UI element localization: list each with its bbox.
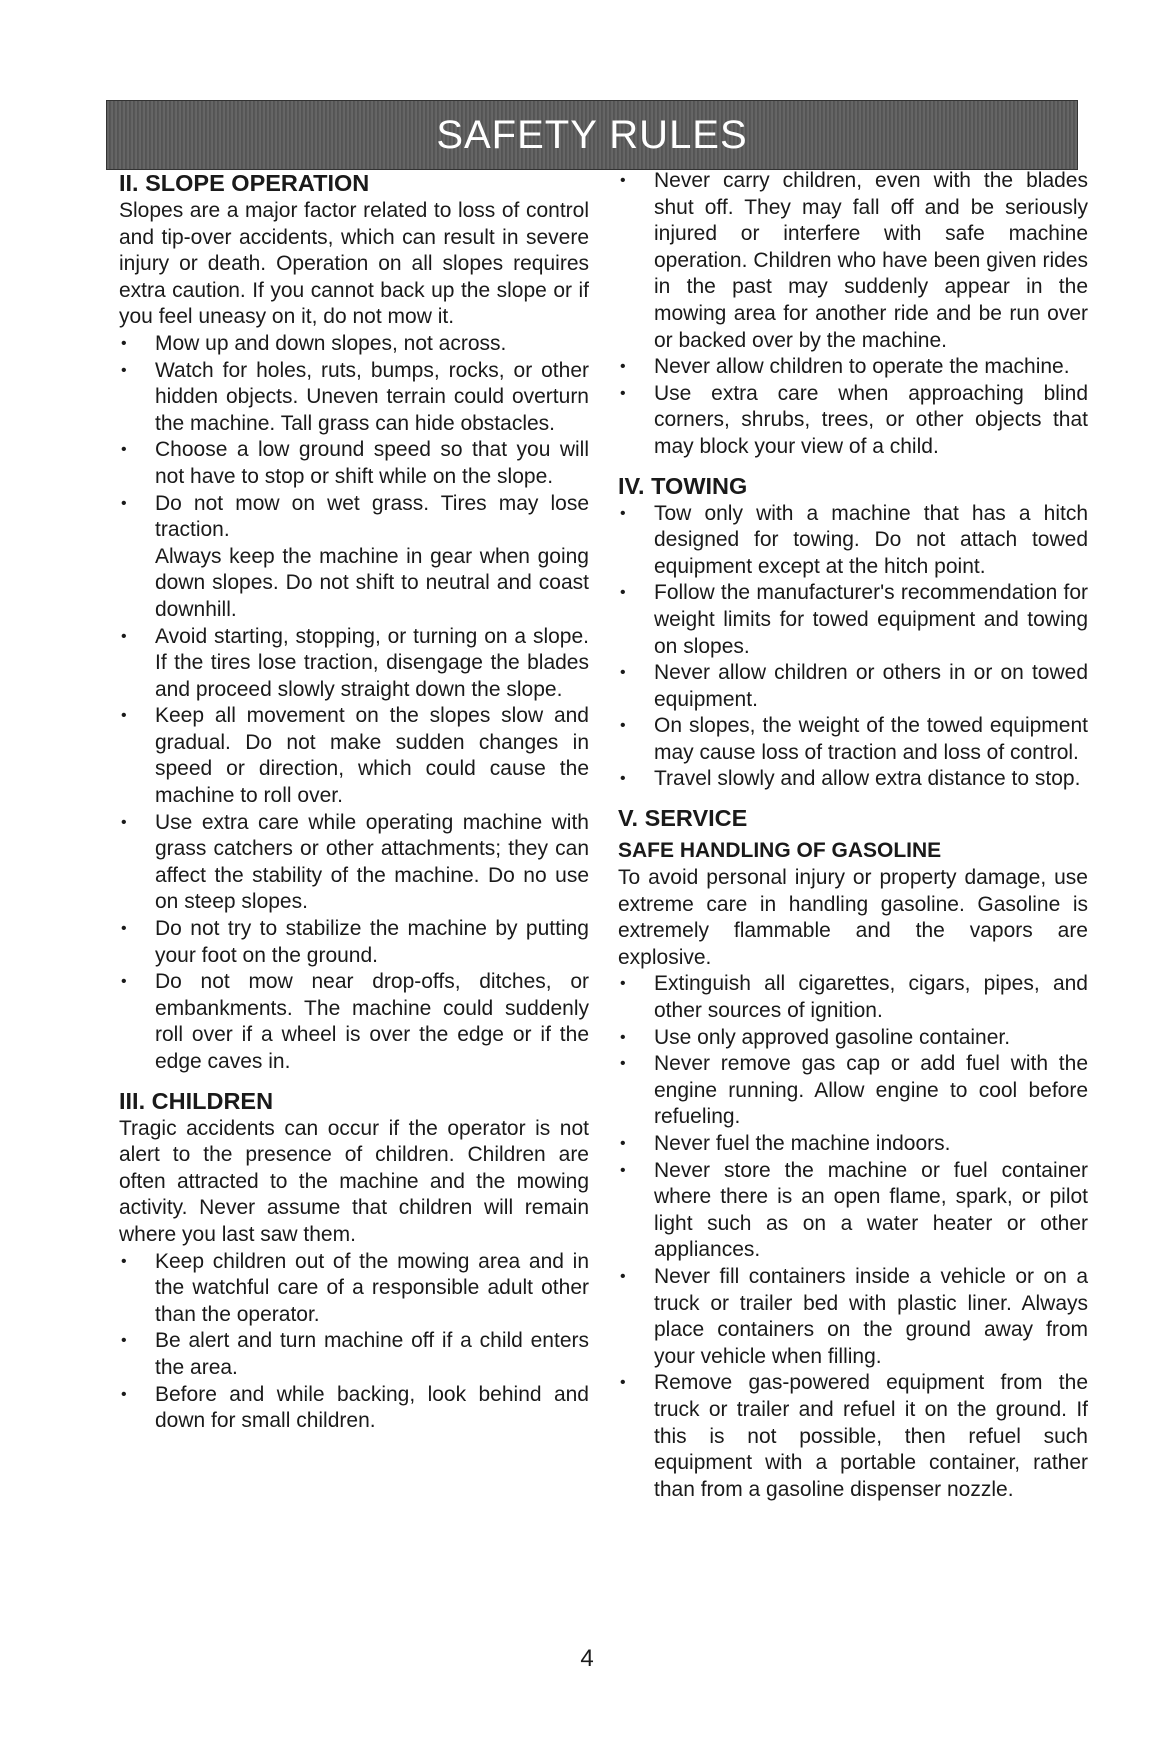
service-intro: To avoid personal injury or property damage, use extreme care in handling gasoline. Gasoline is extremely flammable and the vapors are explosive.	[618, 866, 1088, 969]
list-item: • Tow only with a machine that has a hitch designed for towing. Do not attach towed equipment except at the hitch point.	[620, 501, 1088, 578]
bullet-icon: •	[620, 1374, 626, 1392]
service-list	[618, 971, 1088, 1503]
bullet-icon: •	[620, 664, 626, 682]
bullet-icon: •	[121, 920, 127, 938]
bullet-icon: •	[620, 1055, 626, 1073]
section-heading-service: V. SERVICE	[618, 805, 748, 832]
bullet-icon: •	[121, 707, 127, 725]
list-item: • Follow the manufacturer's recommendation for weight limits for towed equipment and towing on slopes.	[620, 581, 1088, 658]
bullet-icon: •	[620, 1267, 626, 1285]
bullet-icon: •	[121, 973, 127, 991]
bullet-icon: •	[620, 384, 626, 402]
bullet-icon: •	[620, 358, 626, 376]
list-item-unbulleted: Always keep the machine in gear when going down slopes. Do not shift to neutral and coast downhill.	[155, 544, 589, 621]
bullet-icon: •	[620, 504, 626, 522]
subheading-gasoline: SAFE HANDLING OF GASOLINE	[618, 839, 942, 863]
list-item: • Never allow children to operate the machine.	[618, 354, 1088, 381]
children-list	[119, 1249, 589, 1435]
list-item: • Extinguish all cigarettes, cigars, pipes, and other sources of ignition.	[620, 972, 1088, 1023]
bullet-icon: •	[620, 1161, 626, 1179]
list-item: • Use only approved gasoline container.	[618, 1025, 1088, 1052]
bullet-icon: •	[620, 1135, 626, 1152]
slope-intro: Slopes are a major factor related to loss of control and tip-over accidents, which can result in severe injury or death. Operation on all slopes requires extra caution. If you cannot back up the slope or if you feel uneasy on it, do not mow it.	[119, 199, 589, 329]
list-item: • Never remove gas cap or add fuel with the engine running. Allow engine to cool before refueling.	[620, 1052, 1088, 1129]
list-item: • Avoid starting, stopping, or turning on a slope. If the tires lose traction, disengage the blades and proceed slowly straight down the slope.	[121, 624, 589, 701]
list-item: • Keep all movement on the slopes slow and gradual. Do not make sudden changes in speed or direction, which could cause the machine to roll over.	[121, 704, 589, 808]
list-item: • Never allow children or others in or on towed equipment.	[620, 661, 1088, 711]
list-item: • On slopes, the weight of the towed equipment may cause loss of traction and loss of control.	[620, 714, 1088, 764]
list-item: • Choose a low ground speed so that you will not have to stop or shift while on the slope.	[121, 438, 589, 488]
bullet-icon: •	[121, 334, 127, 352]
bullet-icon: •	[121, 1252, 127, 1270]
list-item: • Watch for holes, ruts, bumps, rocks, or other hidden objects. Uneven terrain could overturn the machine. Tall grass can hide obstacles.	[121, 358, 589, 435]
left-column	[119, 168, 589, 1435]
list-item: • Use extra care when approaching blind corners, shrubs, trees, or other objects that may block your view of a child.	[620, 381, 1088, 458]
list-item: • Never store the machine or fuel container where there is an open flame, spark, or pilot light such as on a water heater or other appliances.	[620, 1158, 1088, 1262]
bullet-icon: •	[620, 717, 626, 735]
children-list-continued	[618, 168, 1088, 461]
towing-list	[618, 501, 1088, 794]
list-item: • Never carry children, even with the blades shut off. They may fall off and be seriously injured or interfere with safe machine operation. Children who have been given rides in the past may suddenly appear in the mowing area for another ride and be run over or backed over by the machine.	[620, 169, 1088, 352]
bullet-icon: •	[121, 441, 127, 459]
list-item: • Do not mow on wet grass. Tires may lose traction.	[121, 491, 589, 542]
right-column	[618, 168, 1088, 1503]
list-item: • Keep children out of the mowing area and in the watchful care of a responsible adult other than the operator.	[121, 1249, 589, 1326]
bullet-icon: •	[121, 627, 127, 645]
bullet-icon: •	[121, 361, 127, 379]
children-intro: Tragic accidents can occur if the operator is not alert to the presence of children. Children are often attracted to the machine and the mowing activity. Never assume that children will remain where you last saw them.	[119, 1116, 589, 1246]
list-item: • Never fill containers inside a vehicle or on a truck or trailer bed with plastic liner. Always place containers on the ground away from your vehicle when filling.	[620, 1264, 1088, 1368]
page-number: 4	[580, 1645, 594, 1672]
bullet-icon: •	[620, 172, 626, 189]
bullet-icon: •	[620, 584, 626, 602]
section-heading-slope: II. SLOPE OPERATION	[119, 170, 370, 196]
list-item: • Remove gas-powered equipment from the truck or trailer and refuel it on the ground. If this is not possible, then refuel such equipment with a portable container, rather than from a gasoline dispenser nozzle.	[620, 1371, 1088, 1501]
bullet-icon: •	[121, 1385, 127, 1403]
bullet-icon: •	[620, 1028, 626, 1046]
page-title: SAFETY RULES	[436, 112, 748, 157]
list-item: • Do not try to stabilize the machine by putting your foot on the ground.	[121, 917, 589, 967]
list-item: • Travel slowly and allow extra distance to stop.	[618, 766, 1088, 793]
list-item: • Before and while backing, look behind and down for small children.	[121, 1382, 589, 1433]
list-item: • Mow up and down slopes, not across.	[119, 331, 589, 358]
title-banner	[106, 100, 1078, 170]
bullet-icon: •	[620, 770, 626, 788]
list-item: • Never fuel the machine indoors.	[618, 1131, 1088, 1158]
bullet-icon: •	[620, 975, 626, 993]
bullet-icon: •	[121, 1332, 127, 1350]
bullet-icon: •	[121, 813, 127, 831]
slope-list	[119, 331, 589, 1076]
section-heading-children: III. CHILDREN	[119, 1087, 274, 1114]
list-item: • Use extra care while operating machine with grass catchers or other attachments; they can affect the stability of the machine. Do no use on steep slopes.	[121, 810, 589, 914]
list-item: • Be alert and turn machine off if a child enters the area.	[121, 1329, 589, 1379]
list-item: • Do not mow near drop-offs, ditches, or embankments. The machine could suddenly roll over if a wheel is over the edge or if the edge caves in.	[121, 970, 589, 1073]
bullet-icon: •	[121, 494, 127, 512]
section-heading-towing: IV. TOWING	[618, 472, 748, 499]
